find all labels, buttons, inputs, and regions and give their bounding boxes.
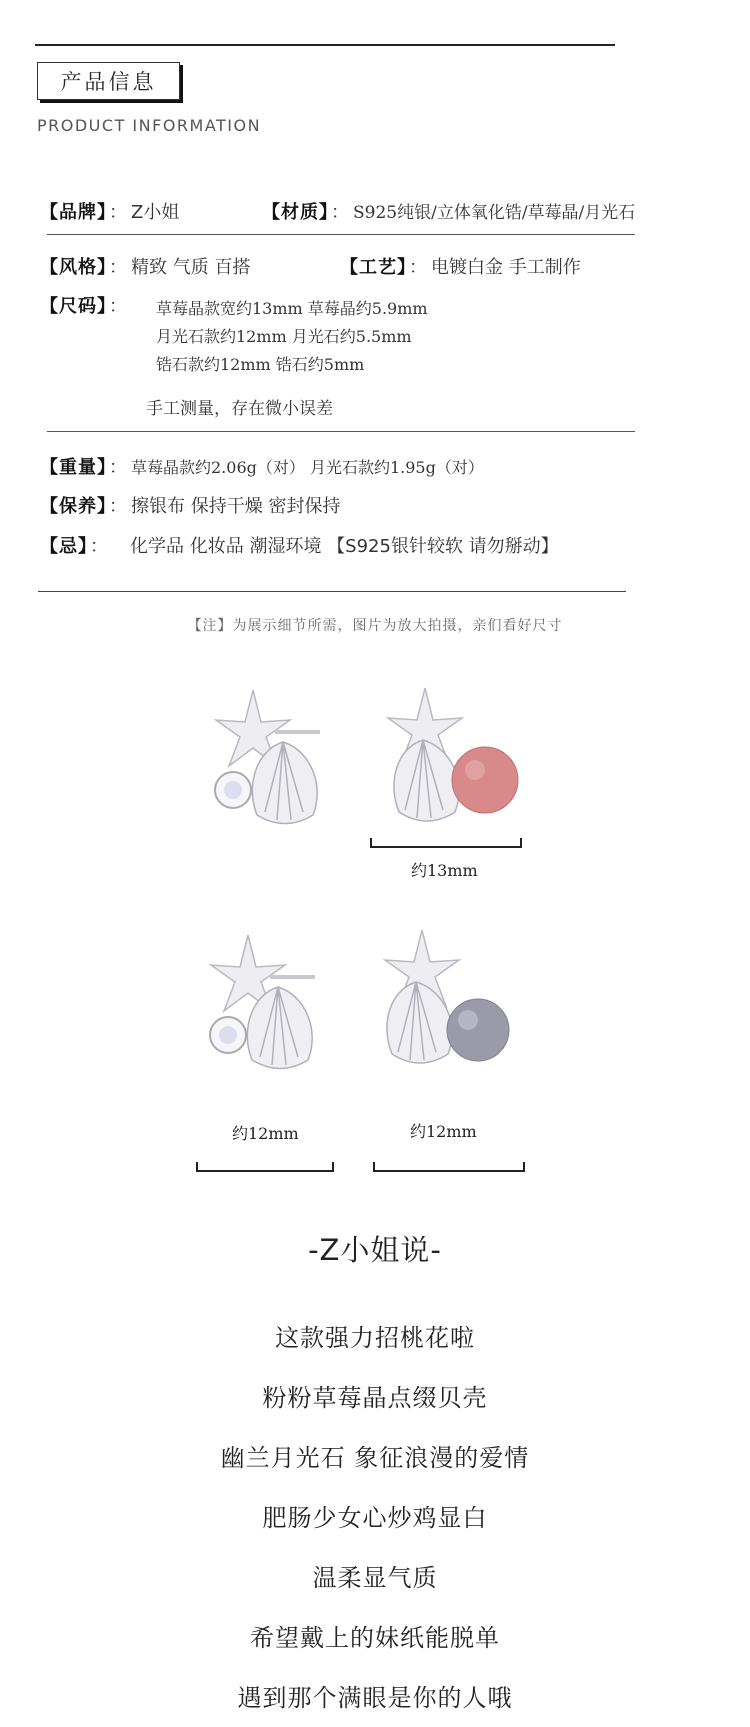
brand-colon: ： xyxy=(109,202,127,223)
dim-bracket-strawberry xyxy=(370,838,522,848)
avoid-label: 【忌】 xyxy=(40,536,88,557)
spec-size xyxy=(40,292,131,318)
spec-care xyxy=(40,492,340,518)
earring-strawberry xyxy=(365,680,535,840)
dim-bracket-zircon xyxy=(196,1162,334,1172)
photo-note: 【注】为展示细节所需，图片为放大拍摄，亲们看好尺寸 xyxy=(187,618,563,634)
dim-bracket-moonstone xyxy=(373,1162,525,1172)
earring-moonstone xyxy=(360,922,530,1082)
story-line-4: 肥肠少女心炒鸡显白 xyxy=(262,1504,488,1532)
story-line-6: 希望戴上的妹纸能脱单 xyxy=(250,1624,500,1652)
bead-highlight xyxy=(458,1010,478,1030)
earring-zircon-2 xyxy=(190,925,360,1085)
size-line-1: 草莓晶款宽约13mm 草莓晶约5.9mm xyxy=(156,299,428,318)
top-rule xyxy=(35,44,615,46)
weight-label: 【重量】 xyxy=(40,457,107,478)
dim-label-strawberry: 约13mm xyxy=(411,861,478,880)
craft-value: 电镀白金 手工制作 xyxy=(431,257,581,278)
avoid-colon: ： xyxy=(90,536,108,557)
size-line-2: 月光石款约12mm 月光石约5.5mm xyxy=(156,327,412,346)
dim-label-zircon: 约12mm xyxy=(232,1124,299,1143)
story-line-5: 温柔显气质 xyxy=(312,1564,438,1592)
craft-label: 【工艺】 xyxy=(340,257,407,278)
spec-weight xyxy=(40,453,484,479)
spec-style xyxy=(40,253,250,279)
size-line-3: 锆石款约12mm 锆石约5mm xyxy=(156,355,365,374)
dim-label-moonstone: 约12mm xyxy=(410,1122,477,1141)
zircon-facet xyxy=(224,781,242,799)
bead-highlight xyxy=(465,760,485,780)
spec-brand xyxy=(40,198,179,224)
story-heading: -Z小姐说- xyxy=(308,1233,442,1267)
style-value: 精致 气质 百搭 xyxy=(131,257,251,278)
care-value: 擦银布 保持干燥 密封保持 xyxy=(131,496,341,517)
story-line-3: 幽兰月光石 象征浪漫的爱情 xyxy=(220,1444,530,1472)
material-value: S925纯银/立体氧化锆/草莓晶/月光石 xyxy=(353,203,636,223)
spec-divider-3 xyxy=(38,591,626,592)
spec-divider-2 xyxy=(47,431,635,432)
shell-shape xyxy=(394,740,459,821)
moonstone-bead xyxy=(447,999,509,1061)
material-label: 【材质】 xyxy=(262,202,329,223)
material-colon: ： xyxy=(331,202,349,223)
zircon-facet xyxy=(219,1026,237,1044)
style-label: 【风格】 xyxy=(40,257,107,278)
size-label: 【尺码】 xyxy=(40,296,107,317)
craft-colon: ： xyxy=(409,257,427,278)
strawberry-quartz-bead xyxy=(452,747,518,813)
story-line-1: 这款强力招桃花啦 xyxy=(275,1324,475,1352)
spec-craft xyxy=(340,253,581,279)
earring-zircon-1 xyxy=(195,680,365,840)
spec-avoid xyxy=(40,532,559,558)
weight-value: 草莓晶款约2.06g（对） 月光石款约1.95g（对） xyxy=(131,458,484,477)
story-line-2: 粉粉草莓晶点缀贝壳 xyxy=(262,1384,488,1412)
section-title: 产品信息 xyxy=(60,70,157,94)
weight-colon: ： xyxy=(109,457,127,478)
style-colon: ： xyxy=(109,257,127,278)
care-label: 【保养】 xyxy=(40,496,107,517)
care-colon: ： xyxy=(109,496,127,517)
avoid-value: 化学品 化妆品 潮湿环境 【S925银针较软 请勿掰动】 xyxy=(130,536,559,557)
section-subtitle: PRODUCT INFORMATION xyxy=(37,116,262,135)
story-line-7: 遇到那个满眼是你的人哦 xyxy=(237,1684,513,1712)
brand-label: 【品牌】 xyxy=(40,202,107,223)
section-title-box xyxy=(37,62,180,100)
size-colon: ： xyxy=(109,296,127,317)
spec-divider-1 xyxy=(47,234,635,235)
spec-material xyxy=(262,198,635,224)
size-note: 手工测量，存在微小误差 xyxy=(146,399,333,419)
brand-value: Z小姐 xyxy=(131,202,180,223)
